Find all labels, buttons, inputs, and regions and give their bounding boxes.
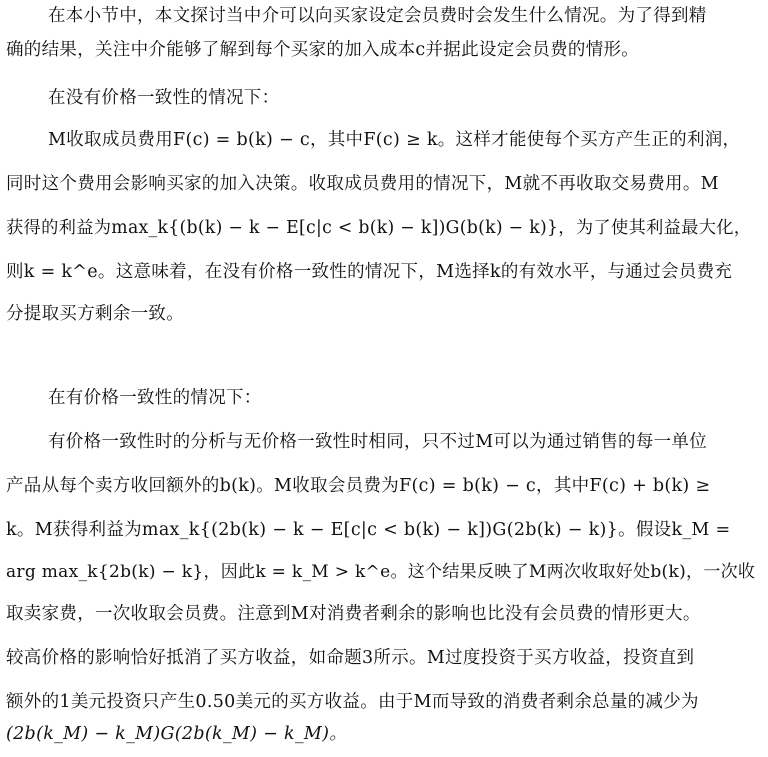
paragraph-line — [48, 4, 760, 28]
paragraph-line — [48, 430, 760, 454]
line-text: 在本小节中，本文探讨当中介可以向买家设定会员费时会发生什么情况。为了得到精 — [48, 6, 707, 26]
paragraph-line — [6, 260, 760, 284]
line-text: 则k = k^e。这意味着，在没有价格一致性的情况下，M选择k的有效水平，与通过会员费充 — [6, 262, 733, 282]
line-text: 产品从每个卖方收回额外的b(k)。M收取会员费为F(c) = b(k) − c，其中F(c) + b(k) ≥ — [6, 476, 711, 496]
section-heading — [48, 386, 760, 410]
formula-text: (2b(k_M) − k_M)G(2b(k_M) − k_M)。 — [6, 724, 348, 744]
line-text: arg max_k{2b(k) − k}，因此k = k_M > k^e。这个结果反映了M两次收取好处b(k)，一次收 — [6, 562, 756, 582]
line-text: 获得的利益为max_k{(b(k) − k − E[c|c < b(k) − k])G(b(k) − k)}，为了使其利益最大化， — [6, 218, 752, 238]
line-text: M收取成员费用F(c) = b(k) − c，其中F(c) ≥ k。这样才能使每个买方产生正的利润， — [48, 130, 741, 150]
paragraph-line — [6, 216, 760, 240]
paragraph-line — [6, 38, 760, 62]
section-heading — [48, 86, 760, 110]
heading-text: 在没有价格一致性的情况下： — [48, 88, 280, 108]
paragraph-line — [6, 602, 760, 626]
line-text: 较高价格的影响恰好抵消了买方收益，如命题3所示。M过度投资于买方收益，投资直到 — [6, 648, 695, 668]
paragraph-line — [6, 560, 760, 584]
paragraph-line — [6, 646, 760, 670]
line-text: 确的结果，关注中介能够了解到每个买家的加入成本c并据此设定会员费的情形。 — [6, 40, 640, 60]
line-text: 同时这个费用会影响买家的加入决策。收取成员费用的情况下，M就不再收取交易费用。M — [6, 174, 719, 194]
line-text: 有价格一致性时的分析与无价格一致性时相同，只不过M可以为通过销售的每一单位 — [48, 432, 708, 452]
paragraph-line — [6, 518, 760, 542]
paragraph-line — [48, 128, 760, 152]
line-text: 额外的1美元投资只产生0.50美元的买方收益。由于M而导致的消费者剩余总量的减少为 — [6, 692, 699, 712]
paragraph-line — [6, 302, 760, 326]
heading-text: 在有价格一致性的情况下： — [48, 388, 262, 408]
line-text: k。M获得利益为max_k{(2b(k) − k − E[c|c < b(k) − k])G(2b(k) − k)}。假设k_M = — [6, 520, 731, 540]
line-text: 取卖家费，一次收取会员费。注意到M对消费者剩余的影响也比没有会员费的情形更大。 — [6, 604, 701, 624]
paragraph-line — [6, 172, 760, 196]
paragraph-line — [6, 474, 760, 498]
line-text: 分提取买方剩余一致。 — [6, 304, 184, 324]
math-line — [6, 722, 760, 746]
paragraph-line — [6, 690, 760, 714]
